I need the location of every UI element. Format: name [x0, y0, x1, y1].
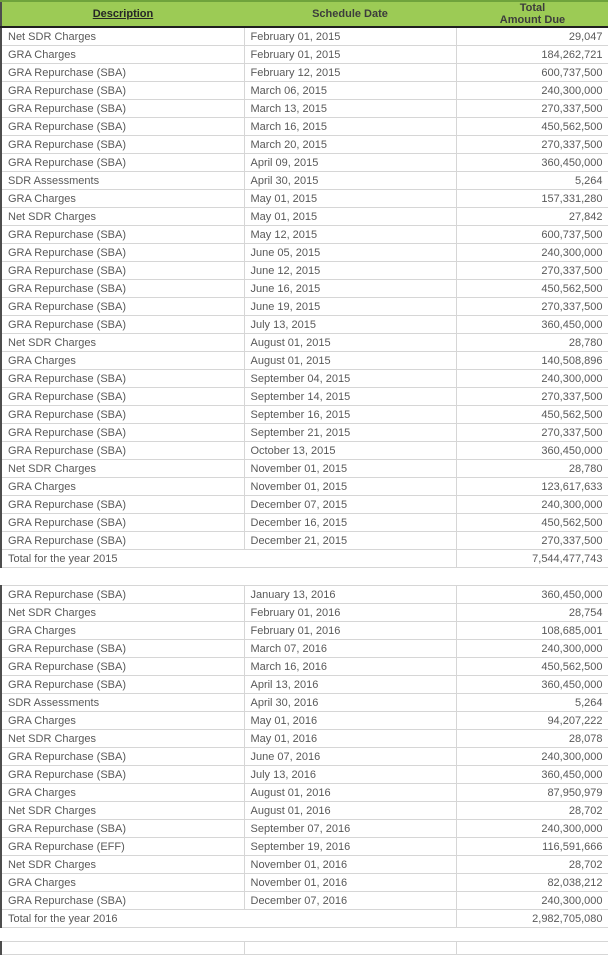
rows-2015: [1, 27, 608, 568]
description-cell: GRA Charges: [1, 784, 244, 802]
table-row: [1, 298, 608, 316]
table-row: [1, 604, 608, 622]
column-header-description: [1, 1, 244, 27]
description-cell: GRA Repurchase (SBA): [1, 424, 244, 442]
table-row: [1, 460, 608, 478]
table-row: [1, 406, 608, 424]
description-cell: GRA Repurchase (SBA): [1, 892, 244, 910]
description-cell: GRA Repurchase (SBA): [1, 442, 244, 460]
schedule-date-cell: June 05, 2015: [244, 244, 456, 262]
description-cell: GRA Charges: [1, 622, 244, 640]
amount-cell: 450,562,500: [456, 280, 608, 298]
schedule-date-cell: February 12, 2015: [244, 64, 456, 82]
table-row: [1, 100, 608, 118]
schedule-date-cell: December 07, 2016: [244, 892, 456, 910]
table-row: [1, 856, 608, 874]
schedule-date-cell: April 13, 2016: [244, 676, 456, 694]
schedule-date-cell: December 16, 2015: [244, 514, 456, 532]
schedule-table-next-partial: [0, 941, 608, 955]
description-cell: GRA Repurchase (SBA): [1, 64, 244, 82]
table-row: [1, 190, 608, 208]
description-cell: GRA Charges: [1, 874, 244, 892]
amount-cell: 270,337,500: [456, 424, 608, 442]
table-row: [1, 712, 608, 730]
year-total-row: [1, 550, 608, 568]
amount-cell: 270,337,500: [456, 298, 608, 316]
description-cell: GRA Repurchase (SBA): [1, 316, 244, 334]
table-row: [1, 388, 608, 406]
schedule-date-cell: May 01, 2016: [244, 730, 456, 748]
schedule-date-cell: [244, 942, 456, 955]
amount-cell: 28,702: [456, 856, 608, 874]
amount-cell: 5,264: [456, 694, 608, 712]
amount-cell: 28,078: [456, 730, 608, 748]
table-row: [1, 136, 608, 154]
amount-cell: 240,300,000: [456, 370, 608, 388]
description-cell: GRA Repurchase (SBA): [1, 226, 244, 244]
schedule-date-cell: August 01, 2015: [244, 352, 456, 370]
rows-next-partial: [1, 942, 608, 955]
year-total-amount: 2,982,705,080: [456, 910, 608, 928]
amount-cell: 94,207,222: [456, 712, 608, 730]
table-row: [1, 514, 608, 532]
description-cell: Net SDR Charges: [1, 856, 244, 874]
table-row: [1, 694, 608, 712]
schedule-date-cell: September 07, 2016: [244, 820, 456, 838]
schedule-date-cell: March 16, 2016: [244, 658, 456, 676]
amount-cell: 123,617,633: [456, 478, 608, 496]
description-cell: GRA Repurchase (SBA): [1, 532, 244, 550]
year-total-row: [1, 910, 608, 928]
schedule-date-cell: May 12, 2015: [244, 226, 456, 244]
amount-cell: 270,337,500: [456, 136, 608, 154]
table-row: [1, 46, 608, 64]
table-header: [1, 1, 608, 27]
amount-cell: 184,262,721: [456, 46, 608, 64]
schedule-date-cell: February 01, 2015: [244, 27, 456, 46]
amount-cell: 28,702: [456, 802, 608, 820]
description-cell: GRA Repurchase (SBA): [1, 154, 244, 172]
schedule-date-cell: February 01, 2016: [244, 622, 456, 640]
description-cell: GRA Repurchase (SBA): [1, 244, 244, 262]
schedule-date-cell: March 07, 2016: [244, 640, 456, 658]
description-cell: SDR Assessments: [1, 694, 244, 712]
description-cell: [1, 942, 244, 955]
amount-cell: 28,754: [456, 604, 608, 622]
description-cell: Net SDR Charges: [1, 730, 244, 748]
description-cell: Net SDR Charges: [1, 334, 244, 352]
description-cell: GRA Repurchase (SBA): [1, 586, 244, 604]
amount-cell: 360,450,000: [456, 154, 608, 172]
schedule-date-cell: January 13, 2016: [244, 586, 456, 604]
table-row: [1, 172, 608, 190]
schedule-date-cell: September 21, 2015: [244, 424, 456, 442]
description-cell: GRA Repurchase (SBA): [1, 406, 244, 424]
amount-cell: 240,300,000: [456, 244, 608, 262]
description-cell: SDR Assessments: [1, 172, 244, 190]
schedule-date-cell: September 19, 2016: [244, 838, 456, 856]
section-gap: [0, 928, 608, 941]
description-cell: GRA Charges: [1, 352, 244, 370]
table-row: [1, 942, 608, 955]
amount-cell: 157,331,280: [456, 190, 608, 208]
description-sort-link[interactable]: Description: [92, 8, 154, 20]
amount-cell: 240,300,000: [456, 640, 608, 658]
amount-cell: 360,450,000: [456, 676, 608, 694]
table-row: [1, 316, 608, 334]
description-cell: GRA Charges: [1, 712, 244, 730]
table-row: [1, 820, 608, 838]
amount-cell: 600,737,500: [456, 226, 608, 244]
year-total-label: Total for the year 2015: [1, 550, 456, 568]
schedule-date-cell: November 01, 2015: [244, 460, 456, 478]
table-row: [1, 532, 608, 550]
amount-cell: 28,780: [456, 460, 608, 478]
description-cell: GRA Repurchase (SBA): [1, 136, 244, 154]
schedule-date-cell: November 01, 2015: [244, 478, 456, 496]
table-row: [1, 424, 608, 442]
schedule-date-cell: April 30, 2016: [244, 694, 456, 712]
amount-cell: 28,780: [456, 334, 608, 352]
description-cell: GRA Repurchase (SBA): [1, 496, 244, 514]
description-cell: GRA Repurchase (SBA): [1, 766, 244, 784]
table-row: [1, 280, 608, 298]
schedule-date-cell: June 16, 2015: [244, 280, 456, 298]
description-cell: GRA Repurchase (SBA): [1, 658, 244, 676]
description-cell: GRA Repurchase (SBA): [1, 748, 244, 766]
table-row: [1, 874, 608, 892]
schedule-date-cell: December 21, 2015: [244, 532, 456, 550]
description-cell: GRA Repurchase (SBA): [1, 370, 244, 388]
amount-cell: 450,562,500: [456, 658, 608, 676]
table-row: [1, 676, 608, 694]
description-cell: GRA Repurchase (SBA): [1, 640, 244, 658]
amount-cell: 450,562,500: [456, 514, 608, 532]
description-cell: Net SDR Charges: [1, 27, 244, 46]
table-row: [1, 226, 608, 244]
table-row: [1, 622, 608, 640]
description-cell: GRA Repurchase (SBA): [1, 514, 244, 532]
amount-cell: 108,685,001: [456, 622, 608, 640]
amount-cell: 270,337,500: [456, 100, 608, 118]
table-row: [1, 208, 608, 226]
schedule-date-cell: November 01, 2016: [244, 856, 456, 874]
amount-cell: 450,562,500: [456, 406, 608, 424]
amount-header-line2: Amount Due: [499, 14, 566, 26]
description-cell: GRA Charges: [1, 46, 244, 64]
amount-cell: 5,264: [456, 172, 608, 190]
table-row: [1, 262, 608, 280]
year-total-amount: 7,544,477,743: [456, 550, 608, 568]
schedule-date-cell: August 01, 2015: [244, 334, 456, 352]
schedule-date-cell: May 01, 2015: [244, 190, 456, 208]
table-row: [1, 370, 608, 388]
amount-cell: 82,038,212: [456, 874, 608, 892]
description-cell: Net SDR Charges: [1, 802, 244, 820]
table-row: [1, 154, 608, 172]
table-row: [1, 118, 608, 136]
schedule-date-cell: March 16, 2015: [244, 118, 456, 136]
description-cell: GRA Repurchase (SBA): [1, 676, 244, 694]
table-row: [1, 496, 608, 514]
schedule-date-cell: April 09, 2015: [244, 154, 456, 172]
amount-cell: 27,842: [456, 208, 608, 226]
header-row: [1, 1, 608, 27]
amount-cell: 450,562,500: [456, 118, 608, 136]
schedule-date-cell: March 20, 2015: [244, 136, 456, 154]
amount-cell: 270,337,500: [456, 262, 608, 280]
amount-header-line1: Total: [519, 2, 546, 14]
amount-cell: 270,337,500: [456, 532, 608, 550]
rows-2016: [1, 586, 608, 928]
table-row: [1, 478, 608, 496]
schedule-date-cell: October 13, 2015: [244, 442, 456, 460]
schedule-date-cell: February 01, 2016: [244, 604, 456, 622]
schedule-date-cell: July 13, 2016: [244, 766, 456, 784]
column-header-total-amount-due: [456, 1, 608, 27]
schedule-table-2016: [0, 585, 608, 928]
description-cell: GRA Charges: [1, 190, 244, 208]
description-cell: GRA Repurchase (SBA): [1, 298, 244, 316]
schedule-date-cell: September 14, 2015: [244, 388, 456, 406]
table-row: [1, 658, 608, 676]
table-row: [1, 640, 608, 658]
table-row: [1, 748, 608, 766]
schedule-date-cell: June 19, 2015: [244, 298, 456, 316]
schedule-date-cell: November 01, 2016: [244, 874, 456, 892]
schedule-date-cell: September 16, 2015: [244, 406, 456, 424]
table-row: [1, 802, 608, 820]
schedule-date-cell: June 07, 2016: [244, 748, 456, 766]
description-cell: GRA Charges: [1, 478, 244, 496]
schedule-date-cell: March 13, 2015: [244, 100, 456, 118]
schedule-date-cell: April 30, 2015: [244, 172, 456, 190]
table-row: [1, 244, 608, 262]
table-row: [1, 838, 608, 856]
description-cell: GRA Repurchase (EFF): [1, 838, 244, 856]
schedule-date-cell: December 07, 2015: [244, 496, 456, 514]
schedule-date-cell: September 04, 2015: [244, 370, 456, 388]
description-cell: GRA Repurchase (SBA): [1, 100, 244, 118]
amount-cell: 360,450,000: [456, 442, 608, 460]
column-header-schedule-date: Schedule Date: [244, 1, 456, 27]
schedule-date-cell: July 13, 2015: [244, 316, 456, 334]
description-cell: Net SDR Charges: [1, 460, 244, 478]
table-row: [1, 64, 608, 82]
schedule-date-cell: June 12, 2015: [244, 262, 456, 280]
amount-cell: 360,450,000: [456, 766, 608, 784]
amount-cell: 240,300,000: [456, 748, 608, 766]
description-cell: GRA Repurchase (SBA): [1, 388, 244, 406]
schedule-date-cell: February 01, 2015: [244, 46, 456, 64]
amount-cell: 240,300,000: [456, 892, 608, 910]
table-row: [1, 352, 608, 370]
amount-cell: [456, 942, 608, 955]
table-row: [1, 27, 608, 46]
description-cell: GRA Repurchase (SBA): [1, 82, 244, 100]
description-cell: GRA Repurchase (SBA): [1, 118, 244, 136]
table-row: [1, 766, 608, 784]
schedule-date-cell: May 01, 2016: [244, 712, 456, 730]
schedule-date-cell: August 01, 2016: [244, 802, 456, 820]
amount-cell: 240,300,000: [456, 820, 608, 838]
amount-cell: 116,591,666: [456, 838, 608, 856]
schedule-date-cell: May 01, 2015: [244, 208, 456, 226]
table-row: [1, 586, 608, 604]
amount-cell: 240,300,000: [456, 496, 608, 514]
description-cell: GRA Repurchase (SBA): [1, 820, 244, 838]
amount-cell: 360,450,000: [456, 316, 608, 334]
section-gap: [0, 568, 608, 585]
table-row: [1, 784, 608, 802]
description-cell: GRA Repurchase (SBA): [1, 262, 244, 280]
table-row: [1, 892, 608, 910]
table-row: [1, 334, 608, 352]
amount-cell: 87,950,979: [456, 784, 608, 802]
table-row: [1, 82, 608, 100]
amount-cell: 600,737,500: [456, 64, 608, 82]
amount-cell: 140,508,896: [456, 352, 608, 370]
amount-cell: 29,047: [456, 27, 608, 46]
description-cell: Net SDR Charges: [1, 604, 244, 622]
amount-cell: 240,300,000: [456, 82, 608, 100]
description-cell: GRA Repurchase (SBA): [1, 280, 244, 298]
schedule-date-cell: August 01, 2016: [244, 784, 456, 802]
amount-cell: 270,337,500: [456, 388, 608, 406]
table-row: [1, 442, 608, 460]
description-cell: Net SDR Charges: [1, 208, 244, 226]
year-total-label: Total for the year 2016: [1, 910, 456, 928]
amount-cell: 360,450,000: [456, 586, 608, 604]
table-row: [1, 730, 608, 748]
schedule-date-cell: March 06, 2015: [244, 82, 456, 100]
